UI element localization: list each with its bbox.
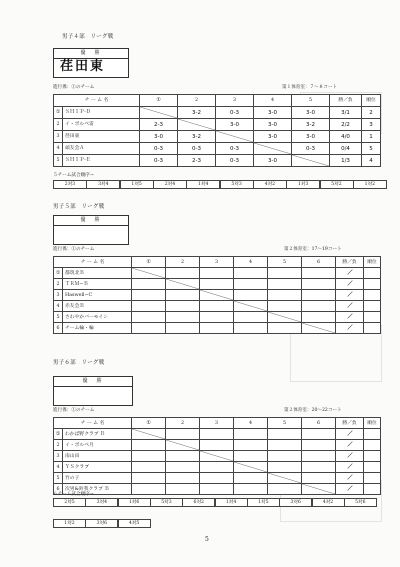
self-match-cell: [216, 131, 254, 143]
match-order-row: [53, 180, 386, 189]
team-number: 5: [54, 312, 63, 323]
score-cell: [234, 451, 268, 462]
self-match-cell: [268, 473, 302, 484]
table-row: [54, 279, 381, 290]
team-number: ①: [54, 268, 63, 279]
score-cell: 3-0: [292, 131, 330, 143]
score-cell: [302, 462, 336, 473]
score-cell: [166, 429, 200, 440]
score-cell: [132, 290, 166, 301]
score-cell: 3-0: [254, 119, 292, 131]
team-number: 3: [54, 451, 63, 462]
score-cell: [234, 279, 268, 290]
self-match-cell: [234, 301, 268, 312]
score-cell: [132, 323, 166, 334]
score-cell: [132, 440, 166, 451]
match-order-cell: 3対4: [85, 498, 118, 507]
column-header: 順位: [364, 418, 381, 429]
match-order-cell: 5対3: [220, 180, 254, 189]
self-match-cell: [268, 312, 302, 323]
score-cell: 0-3: [140, 143, 178, 155]
table-row: [54, 143, 381, 155]
rank-cell: 1: [362, 131, 381, 143]
table-row: [54, 268, 381, 279]
score-cell: [166, 290, 200, 301]
column-header: 2: [166, 257, 200, 268]
score-cell: [234, 323, 268, 334]
table-row: [54, 312, 381, 323]
column-header: 5: [268, 418, 302, 429]
score-cell: 0-3: [216, 143, 254, 155]
team-number: 4: [54, 143, 63, 155]
score-cell: 3-0: [216, 119, 254, 131]
table-row: [54, 131, 381, 143]
winner-label: 優 勝: [54, 216, 128, 226]
score-cell: 2-3: [178, 155, 216, 167]
self-match-cell: [302, 484, 336, 495]
score-cell: [200, 279, 234, 290]
order-label: ６チーム試合順序→: [53, 492, 94, 497]
match-order-cell: 1対6: [118, 498, 151, 507]
score-cell: 3-2: [178, 107, 216, 119]
team-number: 2: [54, 119, 63, 131]
column-header: ①: [132, 418, 166, 429]
table-row: [54, 119, 381, 131]
score-cell: [200, 440, 234, 451]
team-name: 荏田東: [63, 131, 140, 143]
win-loss-cell: 3/1: [330, 107, 362, 119]
score-cell: [234, 268, 268, 279]
match-order-cell: 1対2: [53, 519, 86, 528]
column-header: 3: [200, 418, 234, 429]
score-cell: [234, 484, 268, 495]
score-cell: 0-3: [216, 155, 254, 167]
column-header: チ ー ム 名: [54, 257, 132, 268]
column-header: 3: [216, 95, 254, 107]
win-loss-cell: [336, 462, 364, 473]
score-cell: [302, 290, 336, 301]
win-loss-cell: [336, 312, 364, 323]
score-cell: 3-2: [292, 119, 330, 131]
score-cell: 0-3: [178, 143, 216, 155]
league-table: [53, 256, 381, 334]
match-order-cell: 3対4: [86, 180, 120, 189]
table-row: [54, 484, 381, 495]
score-cell: [268, 323, 302, 334]
score-cell: [166, 484, 200, 495]
self-match-cell: [254, 143, 292, 155]
match-order-cell: 3対6: [85, 519, 118, 528]
table-row: [54, 155, 381, 167]
rank-cell: [364, 429, 381, 440]
table-row: [54, 290, 381, 301]
score-cell: 0-3: [140, 155, 178, 167]
self-match-cell: [200, 451, 234, 462]
rank-cell: 5: [362, 143, 381, 155]
match-order-cell: 1対3: [286, 180, 320, 189]
column-header: 3: [200, 257, 234, 268]
match-order-row: [53, 519, 150, 528]
match-order-cell: 4対5: [118, 519, 151, 528]
team-number: ①: [54, 429, 63, 440]
table-header-row: [54, 95, 381, 107]
score-cell: [132, 279, 166, 290]
table-row: [54, 440, 381, 451]
score-cell: 0-3: [292, 143, 330, 155]
score-cell: 3-0: [254, 131, 292, 143]
score-cell: [200, 323, 234, 334]
table-row: [54, 107, 381, 119]
team-number: 4: [54, 301, 63, 312]
score-cell: [234, 473, 268, 484]
team-name: イ・ボルベ雷: [63, 119, 140, 131]
column-header: ①: [132, 257, 166, 268]
match-order-cell: 1対2: [353, 180, 387, 189]
match-order-cell: 1対4: [186, 180, 220, 189]
team-name: 次男&鈴我クラブ Ｂ: [63, 484, 132, 495]
score-cell: [302, 312, 336, 323]
score-cell: [234, 429, 268, 440]
column-header: ①: [140, 95, 178, 107]
column-header: 6: [302, 418, 336, 429]
score-cell: [302, 301, 336, 312]
score-cell: [268, 290, 302, 301]
team-number: 5: [54, 473, 63, 484]
rank-cell: [364, 268, 381, 279]
section-title: 男子５部 リーグ戦: [53, 204, 105, 210]
score-cell: [166, 268, 200, 279]
team-name: ＴＲＭ−Ｂ: [63, 279, 132, 290]
winner-label: 優 勝: [54, 377, 132, 387]
column-header: 勝／負: [336, 257, 364, 268]
rank-cell: [364, 462, 381, 473]
table-header-row: [54, 257, 381, 268]
win-loss-cell: [336, 268, 364, 279]
win-loss-cell: [336, 473, 364, 484]
winner-box: [53, 215, 129, 245]
table-header-row: [54, 418, 381, 429]
self-match-cell: [166, 440, 200, 451]
winner-box: [53, 48, 129, 78]
score-cell: 0-3: [216, 107, 254, 119]
match-order-cell: 2対4: [153, 180, 187, 189]
team-name: さわやかバーモイシ: [63, 312, 132, 323]
win-loss-cell: [336, 429, 364, 440]
team-name: チーム輪・輪: [63, 323, 132, 334]
column-header: チ ー ム 名: [54, 95, 140, 107]
score-cell: [132, 301, 166, 312]
score-cell: [268, 279, 302, 290]
score-cell: [234, 290, 268, 301]
score-cell: [302, 473, 336, 484]
rank-cell: [364, 290, 381, 301]
rank-cell: [364, 473, 381, 484]
rank-cell: 4: [362, 155, 381, 167]
score-cell: [200, 429, 234, 440]
winner-box: [53, 376, 133, 406]
score-cell: [268, 268, 302, 279]
rank-cell: [364, 279, 381, 290]
score-cell: [200, 473, 234, 484]
self-match-cell: [166, 279, 200, 290]
progress-note: 進行係：①のチーム: [53, 247, 95, 252]
score-cell: 3-0: [292, 107, 330, 119]
team-name: ＳＨＩＰ-Ｅ: [63, 155, 140, 167]
score-cell: [268, 484, 302, 495]
score-cell: 2-3: [140, 119, 178, 131]
win-loss-cell: [336, 484, 364, 495]
team-number: 6: [54, 484, 63, 495]
team-name: ＹＳクラブ: [63, 462, 132, 473]
rank-cell: [364, 440, 381, 451]
column-header: 勝／負: [336, 418, 364, 429]
match-order-cell: 5対6: [344, 498, 377, 507]
score-cell: [200, 484, 234, 495]
table-row: [54, 462, 381, 473]
score-cell: [234, 312, 268, 323]
win-loss-cell: [336, 301, 364, 312]
column-header: 4: [234, 257, 268, 268]
table-row: [54, 429, 381, 440]
score-cell: [166, 462, 200, 473]
table-row: [54, 451, 381, 462]
column-header: 4: [254, 95, 292, 107]
score-cell: [302, 429, 336, 440]
venue-note: 第１体育室：７～８コート: [282, 85, 338, 90]
section-title: 男子４部 リーグ戦: [62, 34, 114, 40]
team-number: 4: [54, 462, 63, 473]
score-cell: 3-0: [140, 131, 178, 143]
venue-note: 第２体育室：20～22コート: [284, 408, 342, 413]
column-header: 2: [166, 418, 200, 429]
score-cell: [200, 268, 234, 279]
self-match-cell: [178, 119, 216, 131]
self-match-cell: [302, 323, 336, 334]
score-cell: [302, 451, 336, 462]
league-table: [53, 417, 381, 495]
rank-cell: [364, 301, 381, 312]
team-name: イ・ボルベ月: [63, 440, 132, 451]
rank-cell: [364, 451, 381, 462]
score-cell: [302, 279, 336, 290]
self-match-cell: [292, 155, 330, 167]
rank-cell: [364, 312, 381, 323]
order-label: ５チーム試合順序→: [53, 173, 94, 178]
team-name: 赤友会Ｂ: [63, 301, 132, 312]
score-cell: 3-2: [178, 131, 216, 143]
team-number: 2: [54, 440, 63, 451]
score-cell: [268, 429, 302, 440]
column-header: 順位: [364, 257, 381, 268]
score-cell: 3-0: [254, 155, 292, 167]
team-number: 3: [54, 290, 63, 301]
score-cell: [132, 462, 166, 473]
win-loss-cell: 1/3: [330, 155, 362, 167]
match-order-row: [53, 498, 376, 507]
score-cell: [132, 312, 166, 323]
match-order-cell: 3対6: [279, 498, 312, 507]
match-order-cell: 4対2: [312, 498, 345, 507]
team-number: ①: [54, 107, 63, 119]
team-number: 5: [54, 155, 63, 167]
page-number: 5: [205, 536, 209, 543]
team-number: 2: [54, 279, 63, 290]
match-order-cell: 2対5: [53, 498, 86, 507]
winner-name: 荏田東: [60, 59, 106, 74]
winner-label: 優 勝: [54, 49, 128, 59]
table-row: [54, 323, 381, 334]
score-cell: [268, 451, 302, 462]
score-cell: [302, 268, 336, 279]
score-cell: [200, 462, 234, 473]
team-name: ＳＨＩＰ-Ｄ: [63, 107, 140, 119]
score-cell: [268, 462, 302, 473]
match-order-cell: 1対5: [120, 180, 154, 189]
score-cell: [132, 473, 166, 484]
progress-note: 進行係：①のチーム: [53, 85, 95, 90]
win-loss-cell: [336, 290, 364, 301]
progress-note: 進行係：①のチーム: [53, 408, 95, 413]
rank-cell: 3: [362, 119, 381, 131]
win-loss-cell: [336, 451, 364, 462]
league-table: [53, 94, 381, 167]
team-number: 6: [54, 323, 63, 334]
column-header: 順位: [362, 95, 381, 107]
match-order-cell: 2対3: [53, 180, 87, 189]
venue-note: 第２体育室：17～19コート: [284, 247, 342, 252]
column-header: 勝／負: [330, 95, 362, 107]
win-loss-cell: 4/0: [330, 131, 362, 143]
win-loss-cell: [336, 440, 364, 451]
match-order-cell: 5対3: [150, 498, 183, 507]
table-row: [54, 473, 381, 484]
self-match-cell: [132, 268, 166, 279]
win-loss-cell: 0/4: [330, 143, 362, 155]
self-match-cell: [234, 462, 268, 473]
score-cell: [268, 301, 302, 312]
score-cell: [132, 451, 166, 462]
rank-cell: [364, 323, 381, 334]
table-row: [54, 301, 381, 312]
match-order-cell: 1対5: [247, 498, 280, 507]
team-name: 竹の子: [63, 473, 132, 484]
score-cell: 3-0: [254, 107, 292, 119]
column-header: 6: [302, 257, 336, 268]
column-header: チ ー ム 名: [54, 418, 132, 429]
score-cell: [302, 440, 336, 451]
score-cell: [200, 312, 234, 323]
win-loss-cell: [336, 279, 364, 290]
score-cell: [166, 323, 200, 334]
score-cell: [268, 440, 302, 451]
match-order-cell: 4対2: [253, 180, 287, 189]
rank-cell: 2: [362, 107, 381, 119]
team-name: Haswell−C: [63, 290, 132, 301]
score-cell: [200, 301, 234, 312]
score-cell: [132, 484, 166, 495]
self-match-cell: [200, 290, 234, 301]
win-loss-cell: 2/2: [330, 119, 362, 131]
column-header: 5: [292, 95, 330, 107]
self-match-cell: [140, 107, 178, 119]
match-order-cell: 5対2: [320, 180, 354, 189]
team-number: 3: [54, 131, 63, 143]
column-header: 5: [268, 257, 302, 268]
rank-cell: [364, 484, 381, 495]
score-cell: [166, 451, 200, 462]
team-name: わかば野クラブ Ｂ: [63, 429, 132, 440]
score-cell: [166, 312, 200, 323]
match-order-cell: 6対2: [182, 498, 215, 507]
team-name: 都筑北Ｂ: [63, 268, 132, 279]
self-match-cell: [132, 429, 166, 440]
team-name: 頑友会Ａ: [63, 143, 140, 155]
column-header: 2: [178, 95, 216, 107]
match-order-cell: 1対4: [215, 498, 248, 507]
win-loss-cell: [336, 323, 364, 334]
score-cell: [166, 473, 200, 484]
score-cell: [234, 440, 268, 451]
column-header: 4: [234, 418, 268, 429]
team-name: 南山田: [63, 451, 132, 462]
section-title: 男子６部 リーグ戦: [53, 360, 105, 366]
score-cell: [166, 301, 200, 312]
